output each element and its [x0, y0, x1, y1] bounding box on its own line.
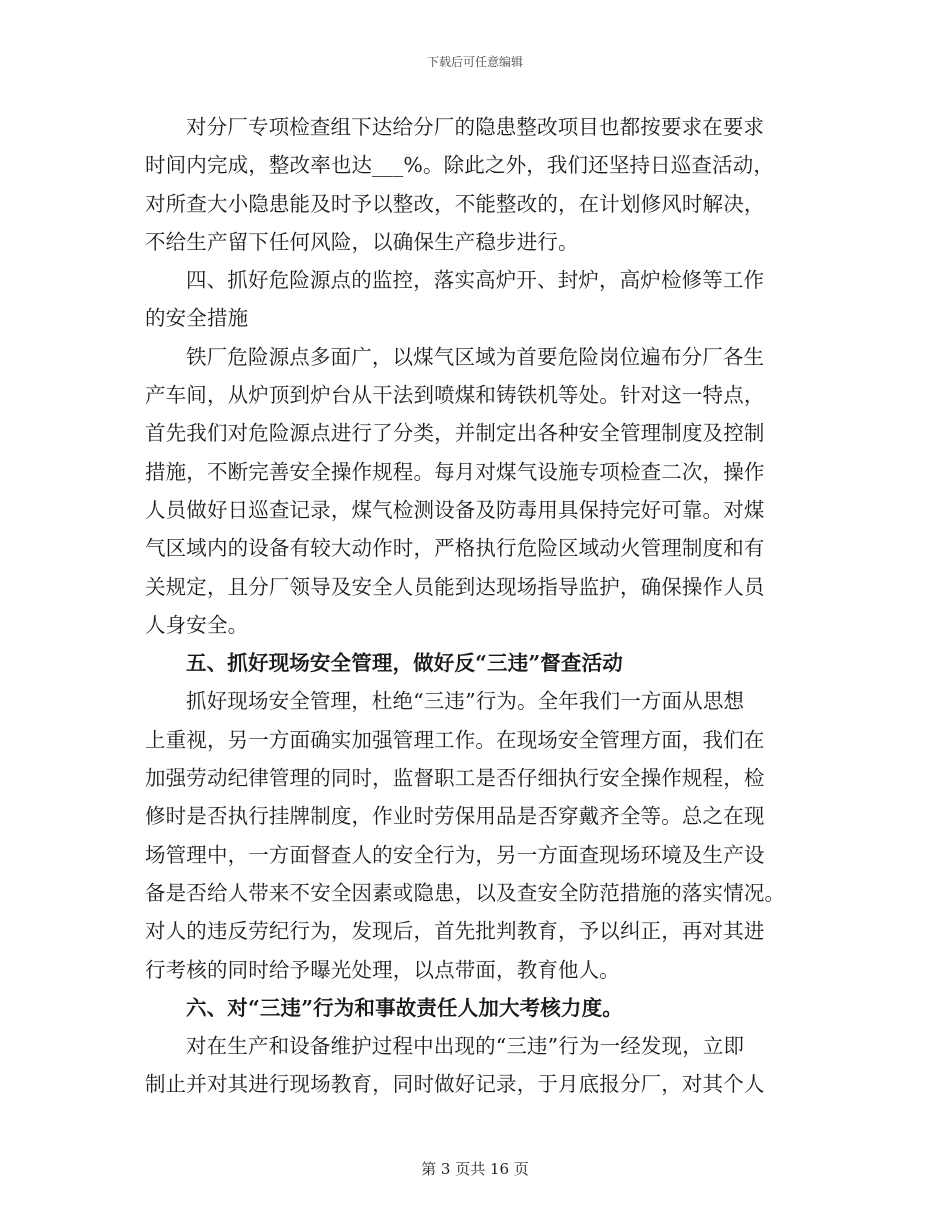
section-heading-line: 五、抓好现场安全管理，做好反“三违”督查活动 — [186, 651, 623, 676]
body-text-line: 的安全措施 — [145, 306, 249, 331]
body-text-line: 修时是否执行挂牌制度，作业时劳保用品是否穿戴齐全等。总之在现 — [145, 804, 765, 829]
body-text-line: 产车间，从炉顶到炉台从干法到喷煤和铸铁机等处。针对这一特点， — [145, 383, 765, 408]
body-text-line: 首先我们对危险源点进行了分类，并制定出各种安全管理制度及控制 — [145, 421, 765, 446]
body-text-line: 加强劳动纪律管理的同时，监督职工是否仔细执行安全操作规程，检 — [145, 766, 765, 791]
document-body — [145, 108, 810, 1104]
body-text-line: 关规定，且分厂领导及安全人员能到达现场指导监护，确保操作人员 — [145, 574, 765, 599]
body-text-line: 对分厂专项检查组下达给分厂的隐患整改项目也都按要求在要求 — [186, 115, 765, 139]
body-text-line: 抓好现场安全管理，杜绝“三违”行为。全年我们一方面从思想 — [186, 689, 745, 714]
body-text-line: 对所查大小隐患能及时予以整改，不能整改的，在计划修风时解决， — [145, 191, 765, 216]
page-header: 下载后可任意编辑 — [426, 55, 523, 69]
body-text-line: 场管理中，一方面督查人的安全行为，另一方面查现场环境及生产设 — [145, 842, 765, 867]
body-text-line: 铁厂危险源点多面广，以煤气区域为首要危险岗位遍布分厂各生 — [186, 344, 765, 369]
section-heading-line: 六、对“三违”行为和事故责任人加大考核力度。 — [186, 995, 623, 1020]
body-text-line: 人员做好日巡查记录，煤气检测设备及防毒用具保持完好可靠。对煤 — [145, 497, 765, 522]
body-text-line: 措施，不断完善安全操作规程。每月对煤气设施专项检查二次，操作 — [145, 459, 765, 484]
body-text-line: 备是否给人带来不安全因素或隐患，以及查安全防范措施的落实情况。 — [145, 880, 786, 905]
page-footer: 第 3 页共 16 页 — [421, 1160, 529, 1178]
body-text-line: 四、抓好危险源点的监控，落实高炉开、封炉，高炉检修等工作 — [186, 268, 765, 293]
body-text-line: 时间内完成，整改率也达___%。除此之外，我们还坚持日巡查活动， — [145, 153, 775, 178]
body-text-line: 不给生产留下任何风险，以确保生产稳步进行。 — [145, 229, 579, 254]
body-text-line: 上重视，另一方面确实加强管理工作。在现场安全管理方面，我们在 — [145, 727, 765, 752]
body-text-line: 人身安全。 — [145, 612, 249, 637]
body-text-line: 气区域内的设备有较大动作时，严格执行危险区域动火管理制度和有 — [145, 536, 765, 561]
body-text-line: 行考核的同时给予曝光处理，以点带面，教育他人。 — [145, 957, 620, 982]
body-text-line: 对人的违反劳纪行为，发现后，首先批判教育，予以纠正，再对其进 — [145, 919, 765, 944]
body-text-line: 制止并对其进行现场教育，同时做好记录，于月底报分厂，对其个人 — [145, 1072, 765, 1097]
body-text-line: 对在生产和设备维护过程中出现的“三违”行为一经发现，立即 — [186, 1034, 745, 1059]
